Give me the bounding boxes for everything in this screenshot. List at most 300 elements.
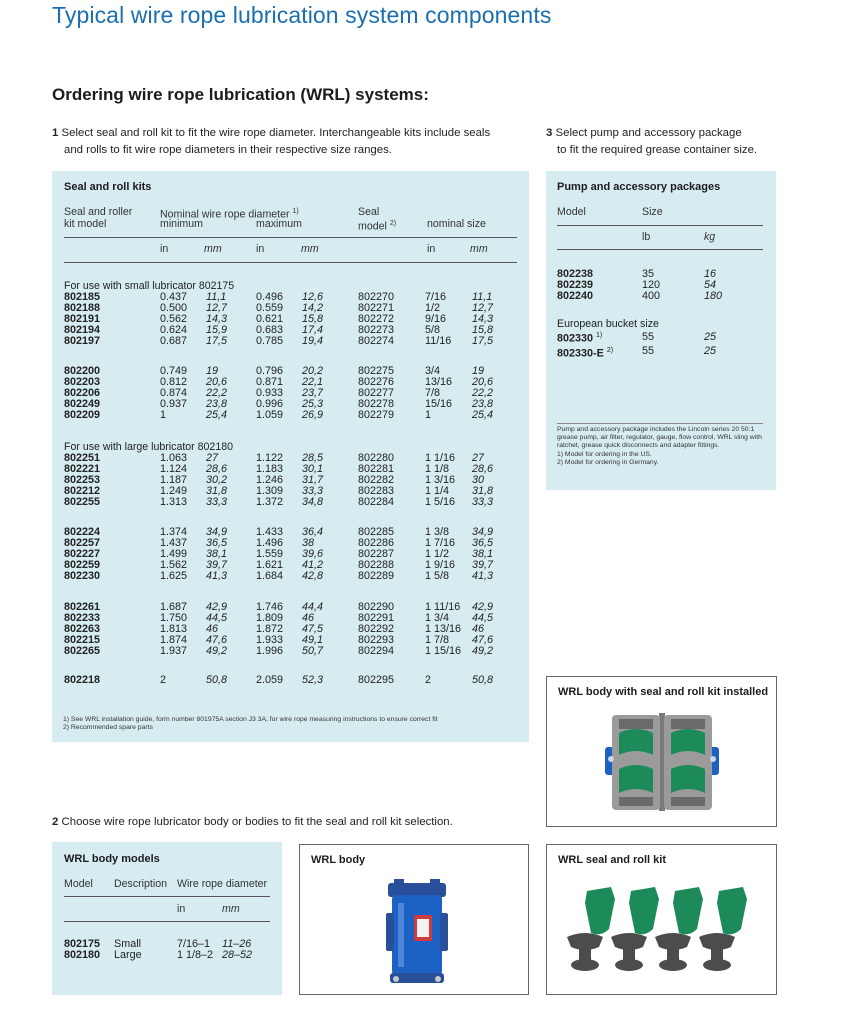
seal-roll-table [64,527,506,582]
table-cell: 50,8 [472,674,494,686]
table-cell: 802271 [358,302,395,314]
roll-stem [623,945,635,961]
table-cell: 1.746 [256,601,284,613]
table-cell: 12,7 [472,302,494,314]
table-cell: 33,3 [302,485,324,497]
table-cell: 55 [642,345,655,358]
table-cell: 31,8 [472,485,494,497]
table-cell: 1 [425,409,432,421]
table-cell: 802281 [358,463,395,475]
table-row [64,336,506,347]
table-cell: 1 [160,409,167,421]
table-cell: 802295 [358,674,395,686]
roll-stem [711,945,723,961]
table-cell: 802212 [64,485,101,497]
table-cell: 180 [704,290,723,302]
table-cell: 42,8 [302,570,324,582]
table-cell: 802330-E $^{2)}$ [557,346,614,360]
table-cell: 7/16–1 [177,938,211,950]
table-cell: 802287 [358,548,395,560]
table-cell: 1.933 [256,634,284,646]
installed-assembly-illustration [597,707,727,817]
table-row [64,399,506,410]
table-cell: 400 [642,290,661,302]
table-cell: 0.937 [160,398,188,410]
table-cell: 1 5/8 [425,570,450,582]
table-cell: 7/8 [425,387,441,399]
table-cell: 38,1 [472,548,494,560]
table-cell: 46 [302,612,315,624]
table-cell: 1.249 [160,485,188,497]
rows-large-1 [64,453,506,508]
table-cell: 1 13/16 [425,623,462,635]
table-cell: 1.246 [256,474,284,486]
table-cell: 17,5 [206,335,228,347]
table-cell: 35 [642,268,655,280]
table-cell: 802233 [64,612,101,624]
step-text: to fit the required grease container size. [557,144,758,156]
step-2-instructions [52,814,522,831]
rows-small-1 [64,292,506,347]
table-cell: 1.313 [160,496,188,508]
table-cell: 28,5 [302,452,324,464]
table-cell: 802227 [64,548,101,560]
euro-bucket-label: European bucket size [557,318,659,330]
table-cell: 1 7/8 [425,634,450,646]
table-cell: 34,9 [206,526,228,538]
table-cell: 0.785 [256,335,284,347]
header-rule [64,921,270,922]
step-text: and rolls to fit wire rope diameters in their respective size ranges. [64,144,392,156]
table-cell: 1 1/8–2 [177,949,214,961]
column-header-model: Model [64,878,93,890]
table-cell: 1.063 [160,452,188,464]
table-cell: 802206 [64,387,101,399]
table-row [64,497,506,508]
table-cell: 1.874 [160,634,188,646]
table-cell: 46 [472,623,485,635]
rows-large-3 [64,602,506,657]
table-cell: 23,8 [206,398,228,410]
seal-roll-kit-panel [52,171,529,742]
table-cell: 1.937 [160,645,188,657]
table-cell: 1.374 [160,526,188,538]
table-cell: 1.996 [256,645,284,657]
table-cell: 49,2 [472,645,494,657]
table-cell: 15,8 [472,324,494,336]
table-cell: 46 [206,623,219,635]
table-cell: 802188 [64,302,101,314]
section-label-small: For use with small lubricator 802175 [64,280,235,292]
table-cell: 1.559 [256,548,284,560]
table-cell: 30 [472,474,485,486]
table-cell: 802280 [358,452,395,464]
footnote: 2) Recommended spare parts [63,724,153,732]
table-cell: 55 [642,330,655,343]
table-cell: 36,4 [302,526,324,538]
column-header-size: nominal size [427,218,486,230]
table-cell: 1 1/2 [425,548,450,560]
table-cell: 36,5 [206,537,228,549]
seal-roll-table [64,675,506,686]
table-cell: 19 [206,365,219,377]
table-cell: 34,9 [472,526,494,538]
table-cell: 0.687 [160,335,188,347]
table-cell: 802259 [64,559,101,571]
table-cell: 42,9 [206,601,228,613]
table-cell: 0.559 [256,302,284,314]
table-cell: 1/2 [425,302,441,314]
table-cell: 25,4 [206,409,228,421]
table-cell: 39,6 [302,548,324,560]
table-cell: Small [114,938,141,950]
table-row [64,571,506,582]
table-cell: 14,2 [302,302,324,314]
table-cell: 1.372 [256,496,284,508]
pump-notes [557,426,767,467]
table-cell: 1.625 [160,570,188,582]
step-text: Select seal and roll kit to fit the wire rope diameter. Interchangeable kits include seals [61,127,491,139]
table-cell: 1.309 [256,485,284,497]
seal-roll-table [64,602,506,657]
image-caption: WRL body [311,854,366,866]
unit-label: mm [204,243,222,255]
pump-package-panel [546,171,776,490]
roll-base [615,959,643,971]
table-cell: 47,5 [302,623,324,635]
table-cell: 44,4 [302,601,324,613]
table-cell: 7/16 [425,291,447,303]
table-cell: 802175 [64,938,101,950]
column-header-description: Description [114,878,167,890]
table-cell: 11/16 [425,335,452,347]
table-cell: 13/16 [425,376,453,388]
table-cell: 36,5 [472,537,494,549]
table-cell: 0.621 [256,313,284,325]
table-cell: 1.499 [160,548,188,560]
table-cell: 802238 [557,268,594,280]
table-cell: 802290 [358,601,395,613]
footnote: 1) Model for ordering in the US. [557,450,652,458]
table-cell: 47,6 [206,634,228,646]
table-cell: 802209 [64,409,101,421]
table-cell: 44,5 [472,612,494,624]
table-cell: 27 [206,452,219,464]
table-row [557,345,754,360]
unit-label: in [160,243,169,255]
table-cell: 12,6 [302,291,324,303]
table-cell: 49,2 [206,645,228,657]
table-cell: 802253 [64,474,101,486]
table-cell: 41,3 [206,570,228,582]
table-cell: 11–26 [222,938,252,950]
table-cell: 802218 [64,674,101,686]
unit-label: in [177,903,186,915]
table-cell: 25,3 [302,398,324,410]
section-label-large: For use with large lubricator 802180 [64,441,234,453]
table-cell: 0.500 [160,302,188,314]
table-cell: 0.683 [256,324,284,336]
header-rule [557,225,763,226]
table-cell: 802330 $^{1)}$ [557,332,603,345]
step-3-instructions [546,125,786,159]
table-cell: 1 7/16 [425,537,456,549]
rows-large-2 [64,527,506,582]
table-cell: 1 1/8 [425,463,450,475]
table-cell: 0.624 [160,324,188,336]
column-header-min: minimum [160,218,203,230]
pump-euro-table [557,330,754,359]
table-cell: 802285 [358,526,395,538]
roll-stem [667,945,679,961]
footnote: 2) Model for ordering in Germany. [557,458,659,466]
table-cell: 15,8 [302,313,324,325]
table-cell: 1 11/16 [425,601,461,613]
table-cell: 802270 [358,291,395,303]
note-rule [557,423,763,424]
table-cell: 802277 [358,387,395,399]
column-header-kit: Seal and roller kit model [64,206,133,230]
seal-roll-table [64,453,506,508]
table-cell: 802293 [358,634,395,646]
table-cell: 26,9 [302,409,324,421]
wrl-body-illustration [382,875,452,987]
seal-shape [717,887,747,934]
body-image-box [299,844,529,995]
seal-roll-table [64,366,506,421]
table-cell: 11,1 [206,291,227,303]
table-cell: 25 [704,345,717,358]
rows-large-4 [64,675,506,686]
table-cell: 0.996 [256,398,284,410]
table-cell: 41,3 [472,570,494,582]
table-cell: 1.496 [256,537,284,549]
table-cell: 52,3 [302,674,324,686]
table-cell: 28,6 [472,463,494,475]
table-cell: 54 [704,279,717,291]
table-cell: 1.433 [256,526,284,538]
step-number: 2 [52,816,59,828]
table-cell: 23,7 [302,387,324,399]
table-cell: 1.684 [256,570,284,582]
table-cell: 44,5 [206,612,228,624]
table-cell: 41,2 [302,559,324,571]
table-cell: 0.874 [160,387,188,399]
table-cell: 802272 [358,313,395,325]
seal-roll-kit-illustration [561,885,766,977]
table-cell: 31,7 [302,474,324,486]
table-cell: 802279 [358,409,395,421]
footnotes [63,716,438,732]
table-cell: 802286 [358,537,395,549]
page-title: Typical wire rope lubrication system components [52,2,552,28]
table-cell: 802240 [557,290,594,302]
table-cell: 1.187 [160,474,188,486]
unit-label: mm [301,243,319,255]
table-cell: 802255 [64,496,101,508]
roll-base [659,959,687,971]
table-cell: 1 1/16 [425,452,456,464]
unit-label: in [427,243,436,255]
column-header-seal: Seal model $^{2)}$ [358,206,397,233]
table-cell: 802283 [358,485,395,497]
table-cell: 31,8 [206,485,228,497]
table-row [64,410,506,421]
column-header-max: maximum [256,218,302,230]
table-cell: 19,4 [302,335,324,347]
table-cell: 1 3/4 [425,612,450,624]
table-cell: 2 [425,674,432,686]
table-cell: 20,6 [472,376,494,388]
step-number: 3 [546,127,553,139]
table-cell: 802249 [64,398,101,410]
unit-label: mm [222,903,240,915]
body-table [64,939,272,961]
roll-stem [579,945,591,961]
table-cell: 120 [642,279,661,291]
table-cell: 0.796 [256,365,284,377]
installed-image-box [546,676,777,827]
roll-base [703,959,731,971]
table-cell: 1.183 [256,463,284,475]
table-cell: 0.749 [160,365,188,377]
table-cell: 49,1 [302,634,324,646]
table-cell: 5/8 [425,324,441,336]
footnote: 1) See WRL installation guide, form number 801975A section J3 3A, for wire rope measuring instructions to ensure correct fit [63,716,438,723]
table-cell: 16 [704,268,717,280]
table-cell: 802194 [64,324,101,336]
table-cell: 33,3 [206,496,228,508]
table-cell: 25 [704,330,717,343]
table-cell: 802276 [358,376,395,388]
header-rule [64,262,517,263]
table-cell: 802263 [64,623,101,635]
table-cell: 2 [160,674,167,686]
table-cell: 1.872 [256,623,284,635]
column-header-model: Model [557,206,586,218]
table-cell: 0.812 [160,376,188,388]
table-cell: 22,1 [302,376,324,388]
column-header-nominal: Nominal wire rope diameter $^{1)}$ [160,208,299,221]
table-cell: 17,5 [472,335,494,347]
table-cell: 50,7 [302,645,324,657]
table-cell: 802288 [358,559,395,571]
table-cell: 19 [472,365,485,377]
table-cell: 39,7 [472,559,494,571]
table-cell: 38 [302,537,315,549]
table-cell: 38,1 [206,548,228,560]
table-row [64,950,272,961]
table-cell: 802289 [358,570,395,582]
unit-label: kg [704,231,716,243]
table-cell: 802180 [64,949,101,961]
table-cell: 15/16 [425,398,453,410]
step-number: 1 [52,127,59,139]
table-cell: 50,8 [206,674,228,686]
table-cell: 1.813 [160,623,188,635]
table-cell: 802273 [358,324,395,336]
table-cell: 14,3 [206,313,228,325]
table-cell: 0.871 [256,376,284,388]
table-cell: 14,3 [472,313,494,325]
table-cell: 28,6 [206,463,228,475]
table-cell: 802251 [64,452,101,464]
table-cell: 42,9 [472,601,494,613]
table-cell: 17,4 [302,324,324,336]
table-cell: 802282 [358,474,395,486]
table-cell: 802197 [64,335,101,347]
kit-image-box [546,844,777,995]
rows-small-2 [64,366,506,421]
table-cell: 28–52 [222,949,253,961]
table-cell: 1.562 [160,559,188,571]
table-cell: 802275 [358,365,395,377]
table-cell: 22,2 [472,387,494,399]
table-cell: 9/16 [425,313,447,325]
table-cell: 802185 [64,291,101,303]
table-cell: 1 3/16 [425,474,456,486]
table-cell: 1 1/4 [425,485,450,497]
image-caption: WRL body with seal and roll kit installed [558,686,769,698]
table-cell: 802261 [64,601,101,613]
table-cell: 1.124 [160,463,188,475]
table-cell: 34,8 [302,496,324,508]
table-cell: 1 5/16 [425,496,456,508]
header-rule [557,249,763,250]
step-text: Select pump and accessory package [555,127,742,139]
table-cell: 0.496 [256,291,284,303]
seal-shape [585,887,615,934]
body-models-panel [52,842,282,995]
table-cell: 1.059 [256,409,284,421]
unit-label: lb [642,231,651,243]
table-cell: 2.059 [256,674,284,686]
table-cell: 20,6 [206,376,228,388]
panel-heading: Seal and roll kits [64,181,152,193]
table-cell: 1 15/16 [425,645,462,657]
table-cell: 802294 [358,645,395,657]
table-cell: 39,7 [206,559,228,571]
table-cell: 20,2 [302,365,324,377]
table-cell: 1 9/16 [425,559,456,571]
panel-heading: Pump and accessory packages [557,181,721,193]
table-cell: 802284 [358,496,395,508]
column-header-diameter: Wire rope diameter [177,878,268,890]
table-cell: 802274 [358,335,395,347]
table-cell: 30,2 [206,474,228,486]
seal-shape [629,887,659,934]
table-cell: 802257 [64,537,101,549]
table-cell: 1.809 [256,612,284,624]
seal-shape [673,887,703,934]
table-cell: 22,2 [206,387,228,399]
table-cell: 802221 [64,463,101,475]
table-cell: 802239 [557,279,594,291]
table-cell: 1.437 [160,537,188,549]
table-cell: 0.933 [256,387,284,399]
table-cell: 3/4 [425,365,441,377]
table-cell: 1.750 [160,612,188,624]
step-text: Choose wire rope lubricator body or bodies to fit the seal and roll kit selection. [61,816,453,828]
seal-roll-table [64,292,506,347]
unit-label: mm [470,243,488,255]
table-cell: 25,4 [472,409,494,421]
table-cell: 802200 [64,365,101,377]
table-cell: 0.437 [160,291,188,303]
table-cell: 27 [472,452,485,464]
table-cell: 30,1 [302,463,324,475]
section-subtitle: Ordering wire rope lubrication (WRL) systems: [52,85,429,104]
